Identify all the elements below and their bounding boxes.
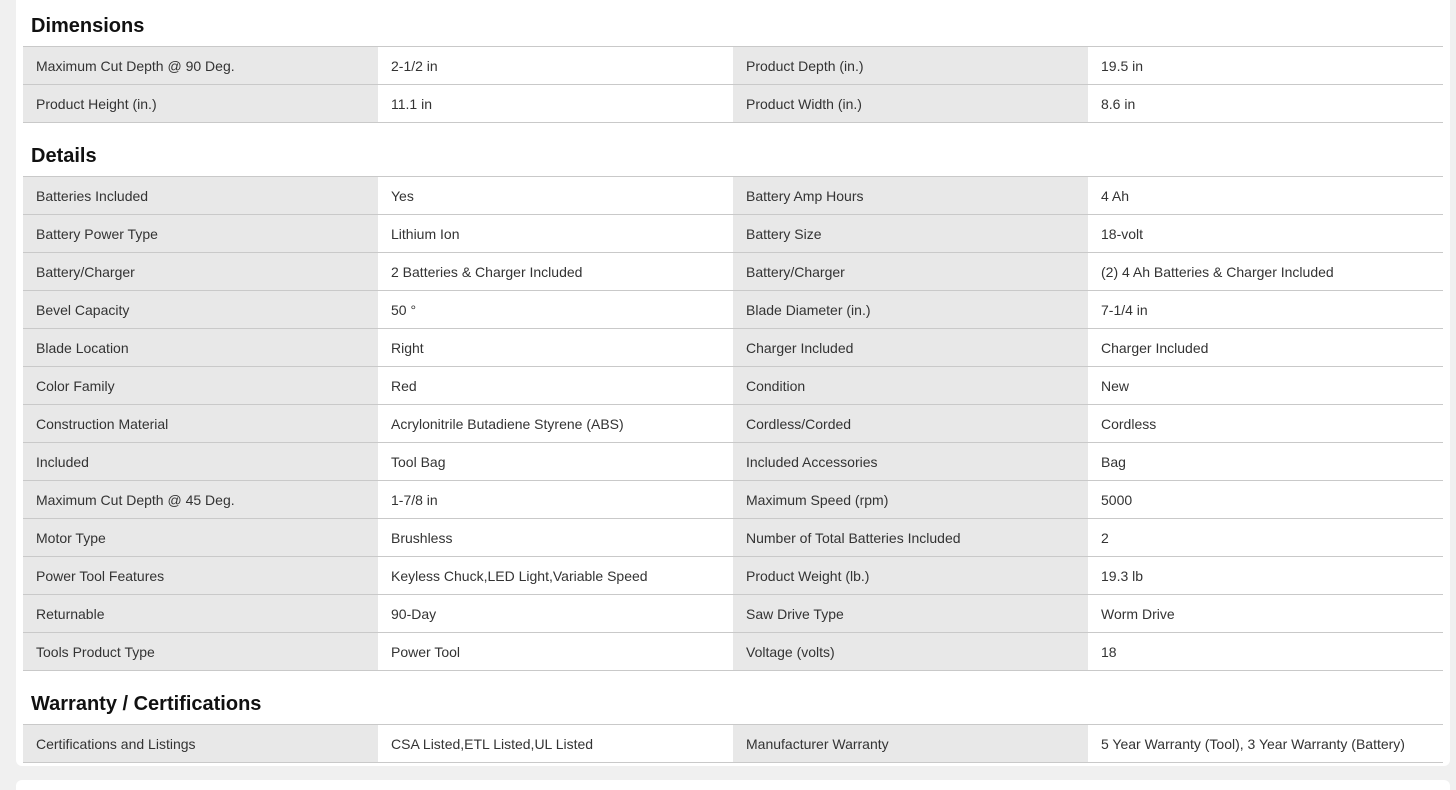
spec-row <box>23 557 1443 595</box>
spec-label-cell: Blade Location <box>23 329 378 367</box>
spec-value-cell: 18-volt <box>1088 215 1443 253</box>
spec-table <box>23 46 1443 123</box>
spec-section <box>23 14 1443 123</box>
spec-label-cell: Maximum Cut Depth @ 45 Deg. <box>23 481 378 519</box>
spec-value-cell: Keyless Chuck,LED Light,Variable Speed <box>378 557 733 595</box>
spec-value-cell: 50 ° <box>378 291 733 329</box>
spec-value-cell: Lithium Ion <box>378 215 733 253</box>
spec-label-cell: Charger Included <box>733 329 1088 367</box>
next-card-top-edge <box>16 780 1450 790</box>
spec-label-cell: Battery Size <box>733 215 1088 253</box>
spec-row <box>23 85 1443 123</box>
spec-value-cell: Yes <box>378 177 733 215</box>
spec-label-cell: Included Accessories <box>733 443 1088 481</box>
spec-row <box>23 329 1443 367</box>
spec-value-cell: 1-7/8 in <box>378 481 733 519</box>
spec-row <box>23 595 1443 633</box>
spec-value-cell: Tool Bag <box>378 443 733 481</box>
spec-label-cell: Cordless/Corded <box>733 405 1088 443</box>
spec-value-cell: 2 <box>1088 519 1443 557</box>
spec-table-body <box>23 47 1443 123</box>
spec-label-cell: Battery/Charger <box>733 253 1088 291</box>
spec-row <box>23 367 1443 405</box>
section-title: Dimensions <box>31 15 145 37</box>
spec-value-cell: Right <box>378 329 733 367</box>
spec-table <box>23 176 1443 671</box>
spec-section <box>23 692 1443 763</box>
spec-label-cell: Maximum Speed (rpm) <box>733 481 1088 519</box>
spec-label-cell: Condition <box>733 367 1088 405</box>
spec-value-cell: Worm Drive <box>1088 595 1443 633</box>
spec-label-cell: Product Weight (lb.) <box>733 557 1088 595</box>
spec-label-cell: Voltage (volts) <box>733 633 1088 671</box>
spec-value-cell: Bag <box>1088 443 1443 481</box>
spec-label-cell: Power Tool Features <box>23 557 378 595</box>
spec-value-cell: 90-Day <box>378 595 733 633</box>
spec-row <box>23 519 1443 557</box>
spec-row <box>23 291 1443 329</box>
spec-label-cell: Product Depth (in.) <box>733 47 1088 85</box>
spec-label-cell: Batteries Included <box>23 177 378 215</box>
spec-label-cell: Manufacturer Warranty <box>733 725 1088 763</box>
spec-row <box>23 443 1443 481</box>
spec-row <box>23 253 1443 291</box>
spec-row <box>23 405 1443 443</box>
spec-label-cell: Saw Drive Type <box>733 595 1088 633</box>
spec-label-cell: Color Family <box>23 367 378 405</box>
spec-row <box>23 177 1443 215</box>
spec-value-cell: Cordless <box>1088 405 1443 443</box>
spec-value-cell: (2) 4 Ah Batteries & Charger Included <box>1088 253 1443 291</box>
spec-row <box>23 47 1443 85</box>
spec-label-cell: Construction Material <box>23 405 378 443</box>
spec-label-cell: Blade Diameter (in.) <box>733 291 1088 329</box>
spec-label-cell: Bevel Capacity <box>23 291 378 329</box>
spec-label-cell: Battery Amp Hours <box>733 177 1088 215</box>
spec-value-cell: Red <box>378 367 733 405</box>
spec-value-cell: 7-1/4 in <box>1088 291 1443 329</box>
spec-table-body <box>23 177 1443 671</box>
spec-row <box>23 215 1443 253</box>
spec-row <box>23 633 1443 671</box>
spec-value-cell: 18 <box>1088 633 1443 671</box>
spec-sections <box>23 14 1443 763</box>
spec-section <box>23 144 1443 671</box>
spec-value-cell: 2-1/2 in <box>378 47 733 85</box>
spec-label-cell: Battery/Charger <box>23 253 378 291</box>
spec-value-cell: 8.6 in <box>1088 85 1443 123</box>
spec-value-cell: 19.5 in <box>1088 47 1443 85</box>
spec-row <box>23 725 1443 763</box>
spec-value-cell: CSA Listed,ETL Listed,UL Listed <box>378 725 733 763</box>
spec-label-cell: Product Width (in.) <box>733 85 1088 123</box>
spec-value-cell: Power Tool <box>378 633 733 671</box>
spec-label-cell: Motor Type <box>23 519 378 557</box>
spec-label-cell: Certifications and Listings <box>23 725 378 763</box>
spec-table-body <box>23 725 1443 763</box>
specifications-card <box>16 0 1450 766</box>
spec-value-cell: 5 Year Warranty (Tool), 3 Year Warranty (Battery) <box>1088 725 1443 763</box>
spec-label-cell: Included <box>23 443 378 481</box>
spec-value-cell: Brushless <box>378 519 733 557</box>
spec-label-cell: Maximum Cut Depth @ 90 Deg. <box>23 47 378 85</box>
spec-table <box>23 724 1443 763</box>
spec-value-cell: Acrylonitrile Butadiene Styrene (ABS) <box>378 405 733 443</box>
section-title: Details <box>31 145 97 167</box>
spec-value-cell: 5000 <box>1088 481 1443 519</box>
spec-label-cell: Battery Power Type <box>23 215 378 253</box>
spec-label-cell: Tools Product Type <box>23 633 378 671</box>
spec-label-cell: Number of Total Batteries Included <box>733 519 1088 557</box>
spec-value-cell: Charger Included <box>1088 329 1443 367</box>
spec-value-cell: 2 Batteries & Charger Included <box>378 253 733 291</box>
spec-label-cell: Product Height (in.) <box>23 85 378 123</box>
spec-value-cell: 19.3 lb <box>1088 557 1443 595</box>
spec-value-cell: 11.1 in <box>378 85 733 123</box>
spec-value-cell: New <box>1088 367 1443 405</box>
section-title: Warranty / Certifications <box>31 693 262 715</box>
spec-label-cell: Returnable <box>23 595 378 633</box>
spec-value-cell: 4 Ah <box>1088 177 1443 215</box>
spec-row <box>23 481 1443 519</box>
